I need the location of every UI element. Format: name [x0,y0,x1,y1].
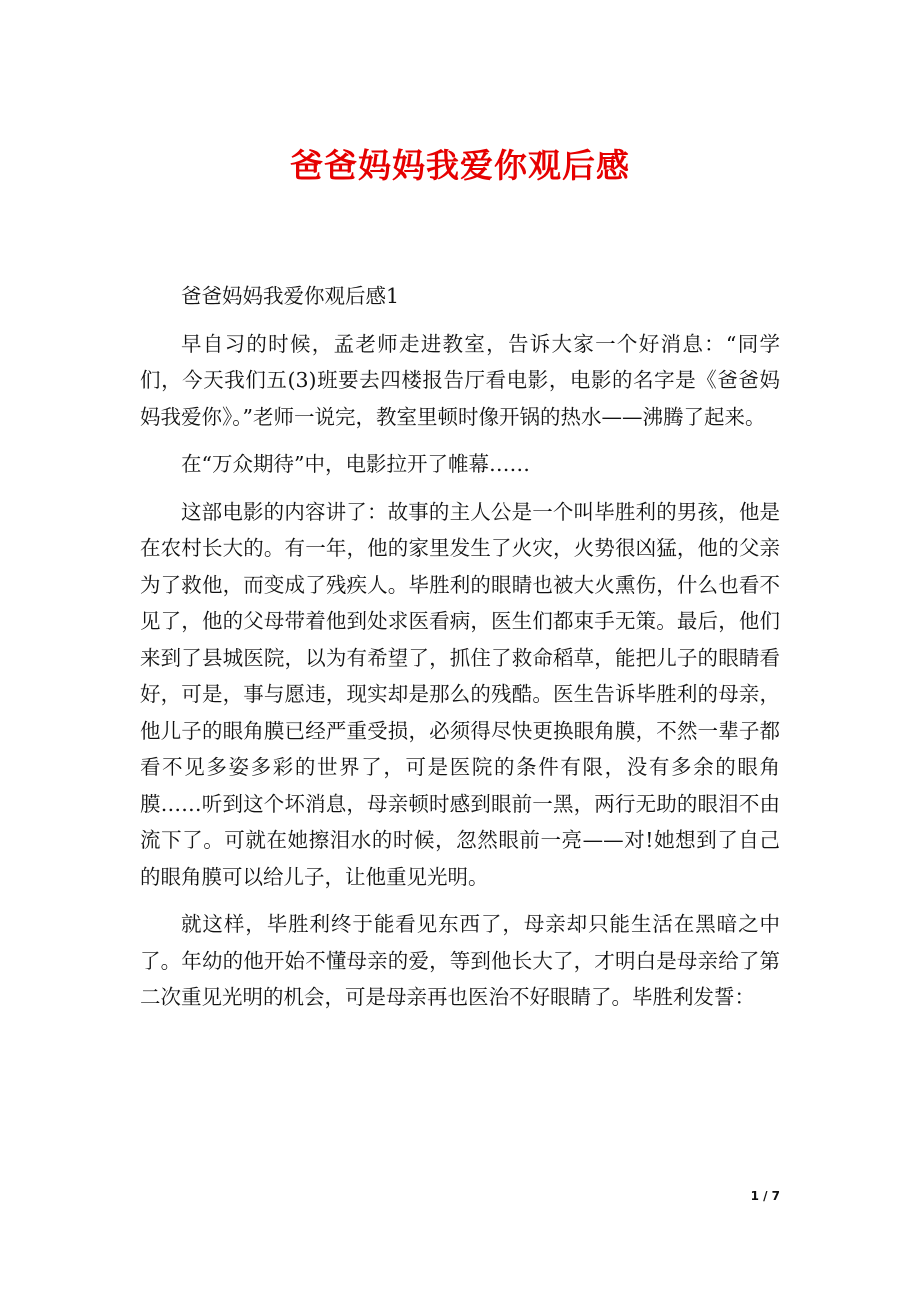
paragraph: 就这样，毕胜利终于能看见东西了，母亲却只能生活在黑暗之中了。年幼的他开始不懂母亲的爱，等到他长大了，才明白是母亲给了第二次重见光明的机会，可是母亲再也医治不好眼睛了。毕胜利发誓： [140,912,780,1009]
page-indicator: 1 / 7 [750,1189,780,1203]
paragraph: 早自习的时候，孟老师走进教室，告诉大家一个好消息：“同学们，今天我们五(3)班要去四楼报告厅看电影，电影的名字是《爸爸妈妈我爱你》。”老师一说完，教室里顿时像开锅的热水——沸腾了起来。 [140,331,780,429]
paragraph: 在“万众期待”中，电影拉开了帷幕…… [181,452,530,476]
document-body [140,278,780,1027]
paragraph-subtitle: 爸爸妈妈我爱你观后感1 [181,284,400,308]
document-title: 爸爸妈妈我爱你观后感 [290,146,630,185]
paragraph: 这部电影的内容讲了：故事的主人公是一个叫毕胜利的男孩，他是在农村长大的。有一年，他的家里发生了火灾，火势很凶猛，他的父亲为了救他，而变成了残疾人。毕胜利的眼睛也被大火熏伤，什么也看不见了，他的父母带着他到处求医看病，医生们都束手无策。最后，他们来到了县城医院，以为有希望了，抓住了救命稻草，能把儿子的眼睛看好，可是，事与愿违，现实却是那么的残酷。医生告诉毕胜利的母亲，他儿子的眼角膜已经严重受损，必须得尽快更换眼角膜，不然一辈子都看不见多姿多彩的世界了，可是医院的条件有限，没有多余的眼角膜……听到这个坏消息，母亲顿时感到眼前一黑，两行无助的眼泪不由流下了。可就在她擦泪水的时候，忽然眼前一亮——对!她想到了自己的眼角膜可以给儿子，让他重见光明。 [140,499,780,889]
